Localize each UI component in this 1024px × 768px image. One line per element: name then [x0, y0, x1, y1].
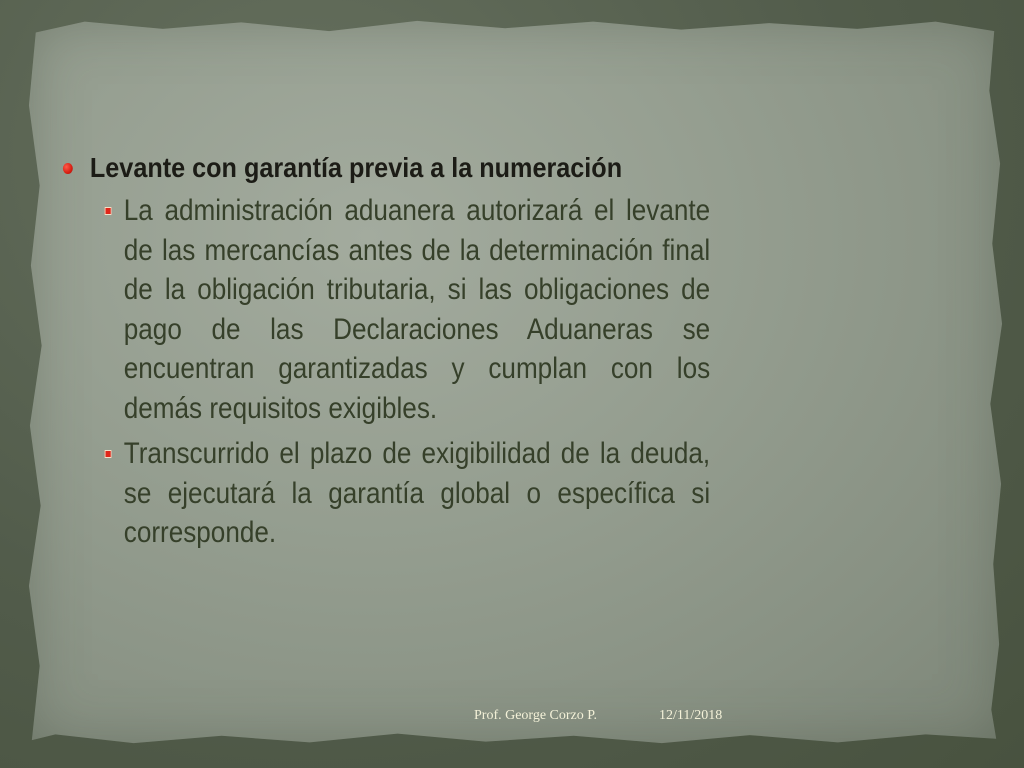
footer-date: 12/11/2018: [659, 708, 723, 723]
sub-bullet-text: La administración aduanera autorizará el levante de las mercancías antes de la determinación final de la obligación tributaria, si las obligaciones de pago de las Declaraciones Aduaneras se encuentran garantizadas y cumplan con los demás requisitos exigibles.: [123, 194, 711, 425]
heading-text: Levante con garantía previa a la numeración: [89, 152, 623, 183]
footer-author: Prof. George Corzo P.: [474, 708, 598, 723]
bullet-heading: [62, 150, 684, 185]
sub-bullet-item: [62, 191, 710, 428]
slide-content: [62, 150, 711, 559]
sub-bullet-item: [62, 434, 710, 553]
square-bullet-icon: [105, 207, 112, 215]
sub-bullet-list: [62, 191, 711, 553]
sub-bullet-text: Transcurrido el plazo de exigibilidad de la deuda, se ejecutará la garantía global o específica si corresponde.: [123, 437, 711, 549]
round-bullet-icon: [63, 163, 73, 174]
square-bullet-icon: [105, 450, 112, 458]
